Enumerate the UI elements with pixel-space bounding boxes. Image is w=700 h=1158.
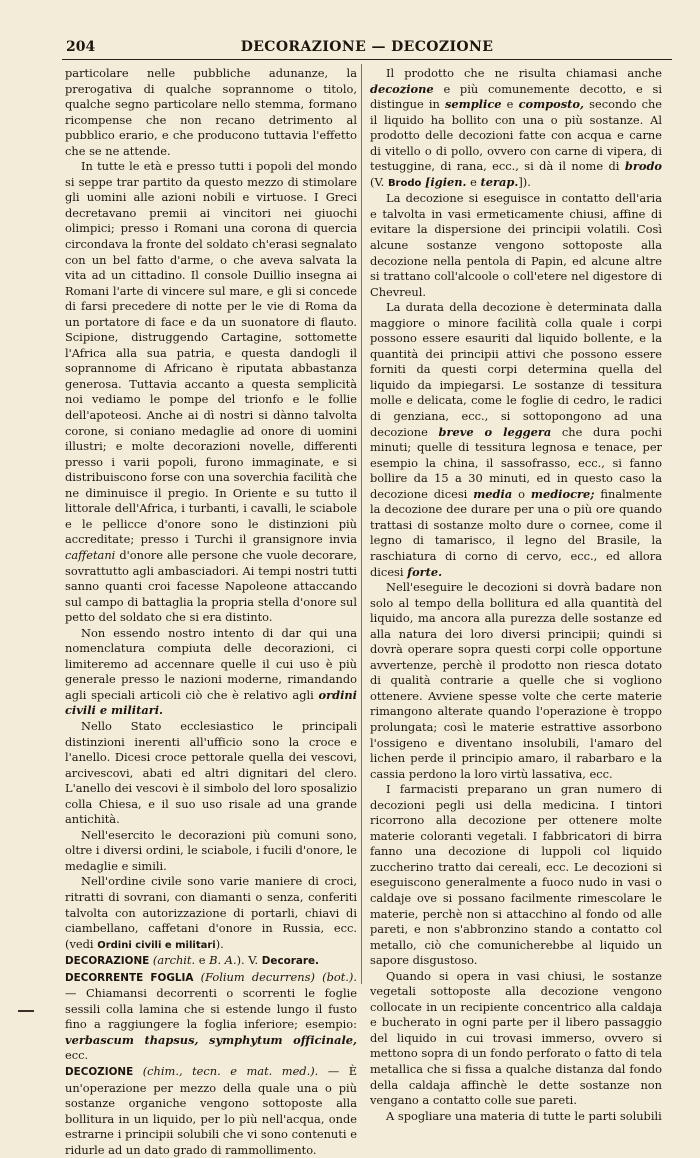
paragraph: Nell'esercito le decorazioni più comuni sono, oltre i diversi ordini, le sciabole, i fucili d'onore, le medaglie e simili. <box>65 827 357 873</box>
paragraph: Nell'eseguire le decozioni si dovrà badare non solo al tempo della bollitura ed alla quantità del liquido, ma ancora alla purezza delle sostanze ed alla natura dei loro diversi principii; quindi si dovrà operare sopra questi corpi colle opportune avvertenze, perchè il prodotto non riesca dotato di qualità contrarie a quelle che si vogliono ottenere. Avviene spesse volte che certe materie rimangono alterate quando l'operazione è troppo prolungata; così le materie estrattive assorbono l'ossigeno e diventano insolubili, l'amaro del lichen perde il principio amaro, il rabarbaro e la cassia perdono la loro virtù lassativa, ecc. <box>370 580 662 781</box>
cross-reference: ordini civili e militari. <box>65 687 357 718</box>
dictionary-entry-decorazione: DECORAZIONE (archit. e B. A.). V. Decorare. <box>65 953 320 968</box>
paragraph: Quando si opera in vasi chiusi, le sostanze vegetali sottoposte alla decozione vengono collocate in un recipiente concentrico alla caldaja e bucherato in ogni parte per il libero passaggio del liquido in cui trovasi immerso, ovvero si mettono sopra di un fondo perforato o fatto di tela metallica che si fissa a qualche distanza dal fondo della caldaja affinchè le dette sostanze non vengano a contatto colle sue pareti. <box>370 968 662 1108</box>
paragraph: Nello Stato ecclesiastico le principali distinzioni inerenti all'ufficio sono la croce e l'anello. Dicesi croce pettorale quella dei vescovi, arcivescovi, abati ed altri dignitari del clero. L'anello dei vescovi è il simbolo del loro sposalizio colla Chiesa, e il suo uso risale ad una grande antichità. <box>65 718 357 827</box>
entry-headword: DECORRENTE FOGLIA <box>65 971 194 984</box>
paragraph: In tutte le età e presso tutti i popoli del mondo si seppe trar partito da questo mezzo di stimolare gli uomini alle azioni nobili e virtuose. I Greci decretavano premii ai vincitori nei giuochi olimpici; presso i Romani una corona di quercia circondava la fronte del soldato ch'erasi segnalato con un bel fatto d'arme, o che aveva salvata la vita ad un cittadino. Il console Duillio insegna ai Romani l'arte di vincere sul mare, e gli si concede di farsi precedere di notte per le vie di Roma da un portatore di face e da un suonatore di flauto. Scipione, distruggendo Cartagine, sottomette l'Africa alla sua patria, e questa dandogli il soprannome di Africano è riputata abbastanza generosa. Tuttavia accanto a questa semplicità noi vediamo le pompe del trionfo e le follie dell'apoteosi. Anche ai dì nostri si dànno talvolta corone, si coniano medaglie ad onore di uomini illustri; e molte decorazioni novelle, differenti presso i varii popoli, furono immaginate, e si distribuiscono forse con una soverchia facilità che ne diminuisce il pregio. In Oriente e su tutto il littorale dell'Africa, i turbanti, i cavalli, le sciabole e le pellicce d'onore sono le distinzioni più accreditate; presso i Turchi il gransignore invia caffetani d'onore alle persone che vuole decorare, sovrattutto agli ambasciadori. Ai tempi nostri tutti sanno quanti croi facesse Napoleone attaccando sul campo di battaglia la propria stella d'onore sul petto del soldato che si era distinto. <box>65 159 358 625</box>
paragraph: Il prodotto che ne risulta chiamasi anche decozione e più comunemente decotto, e si distingue in semplice e composto, secondo che il liquido ha bollito con una o più sostanze. Al prodotto delle decozioni fatte con acqua e carne di vitello o di pollo, ovvero con carne di vipera, di testuggine, di rana, ecc., si dà il nome di brodo (V. Brodo [igien. e terap.]). <box>370 66 663 189</box>
dictionary-entry-decozione: DECOZIONE (chim., tecn. e mat. med.). — È un'operazione per mezzo della quale una o più sostanze organiche vengono sottoposte alla bollitura in un liquido, per lo più nell'acqua, onde estrarne i principii solubili che vi sono contenuti e ridurle ad un dato grado di rammollimento. <box>65 1064 358 1157</box>
paragraph: Non essendo nostro intento di dar qui una nomenclatura compiuta delle decorazioni, ci limiteremo ad accennare quelle il cui uso è più generale presso le nazioni moderne, rimandando agli speciali articoli ciò che è relativo agli ordini civili e militari. <box>65 625 357 718</box>
left-column <box>65 66 358 1157</box>
paragraph: particolare nelle pubbliche adunanze, la prerogativa di qualche soprannome o titolo, qualche segno particolare nello stemma, formano ricompense che non recano detrimento al pubblico erario, e che producono tuttavia l'effetto che se ne attende. <box>65 66 357 158</box>
dictionary-entry-decorrente-foglia: DECORRENTE FOGLIA (Folium decurrens) (bot.). — Chiamansi decorrenti o scorrenti le foglie sessili colla lamina che si estende lungo il fusto fino a raggiungere la foglia inferiore; esempio: verbascum thapsus, symphytum officinale, ecc. <box>65 969 357 1063</box>
running-head: DECORAZIONE — DECOZIONE <box>240 39 494 55</box>
paragraph: I farmacisti preparano un gran numero di decozioni pegli usi della medicina. I tintori ricorrono alla decozione per ottenere molte materie coloranti vegetali. I fabbricatori di birra fanno una decozione di luppoli col liquido zuccherino tratto dai cereali, ecc. Le decozioni si eseguiscono generalmente a fuoco nudo in vasi o caldaje ove si possano facilmente rimescolare le materie, perchè non si attacchino al fondo od alle pareti, e non s'abbronzino stando a contatto col metallo, ciò che comunicherebbe al liquido un sapore disgustoso. <box>370 782 662 968</box>
column-divider <box>361 64 362 984</box>
cross-reference: Ordini civili e militari <box>97 939 216 951</box>
right-column <box>370 66 663 1123</box>
cross-reference: Brodo <box>387 177 422 189</box>
entry-headword: DECOZIONE <box>65 1066 134 1078</box>
page-number: 204 <box>66 39 96 55</box>
paragraph: La decozione si eseguisce in contatto dell'aria e talvolta in vasi ermeticamente chiusi, affine di evitare la dispersione dei principii volatili. Così alcune sostanze vengono sottoposte alla decozione nella pentola di Papin, ed alcune altre si trattano coll'alcoole o coll'etere nel digestore di Chevreul. <box>370 191 662 299</box>
cross-reference: Decorare. <box>261 955 320 968</box>
paragraph: A spogliare una materia di tutte le parti solubili <box>386 1108 662 1123</box>
entry-headword: DECORAZIONE <box>65 955 150 968</box>
paragraph: Nell'ordine civile sono varie maniere di croci, ritratti di sovrani, con diamanti o senza, conferiti talvolta con autorizzazione di portarli, chiavi di ciambellano, caffetani d'onore in Russia, ecc. (vedi Ordini civili e militari). <box>65 874 357 951</box>
paragraph: La durata della decozione è determinata dalla maggiore o minore facilità colla quale i corpi possono essere esauriti dal liquido bollente, e la quantità dei principii attivi che possono essere forniti da questi corpi determina quella del liquido da impiegarsi. Le sostanze di tessitura molle e delicata, come le foglie di cedro, le radici di genziana, ecc., si sottopongono ad una decozione breve o leggera che dura pochi minuti; quelle di tessitura legnosa e tenace, per esempio la china, il sassofrasso, ecc., si fanno bollire da 15 a 30 minuti, ed in questo caso la decozione dicesi media o mediocre; finalmente la decozione dee durare per una o più ore quando trattasi di sostanze molto dure o cornee, come il legno di tamarisco, il legno del Brasile, la raschiatura di corno di cervo, ecc., ed allora dicesi forte. <box>370 300 662 579</box>
page-header <box>62 37 672 60</box>
emphasis: caffetani <box>65 547 116 562</box>
margin-mark <box>18 1010 34 1012</box>
